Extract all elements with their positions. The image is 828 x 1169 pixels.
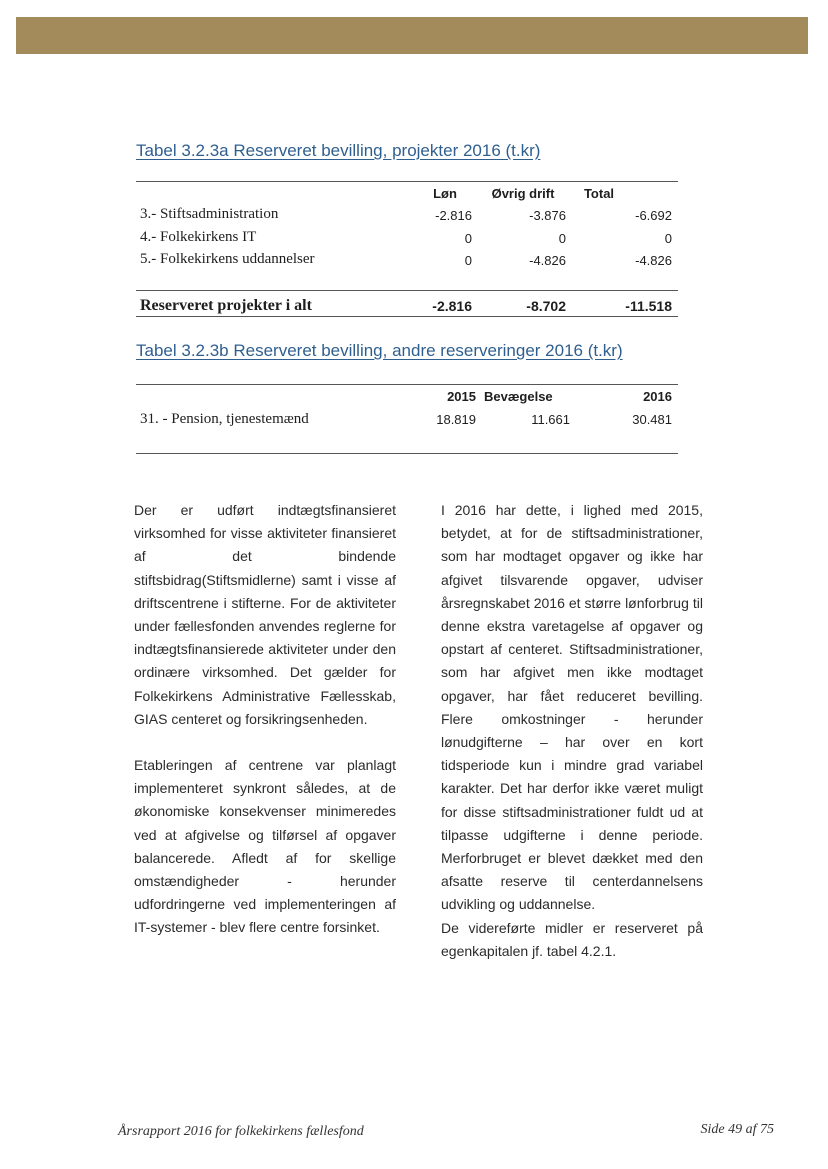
table-a-cell: -2.816 [435, 208, 472, 223]
body-right-column [441, 499, 703, 963]
table-a-total-label: Reserveret projekter i alt [140, 297, 312, 314]
table-b-row-label: 31. - Pension, tjenestemænd [140, 411, 309, 427]
table-a-header-lon: Løn [433, 186, 457, 201]
table-b-bottom-rule [136, 453, 678, 454]
table-a-header-total: Total [583, 186, 615, 201]
table-a-row-label: 5.- Folkekirkens uddannelser [140, 251, 315, 267]
table-b-top-rule [136, 384, 678, 385]
table-a-cell: 0 [464, 231, 472, 246]
body-paragraph: Etableringen af centrene var planlagt implementeret synkront således, at de økonomiske konsekvenser minimeredes ved at afgivelse og tilførsel af opgaver balancerede. Afledt af for skellige omstændigheder - herunder udfordringerne ved implementeringen af IT-systemer - blev flere centre forsinket. [134, 757, 396, 936]
table-a-bottom-rule [136, 316, 678, 317]
table-a-total-rule [136, 290, 678, 291]
table-a-cell: 0 [558, 231, 566, 246]
table-a-cell: -4.826 [635, 253, 672, 268]
body-paragraph: Der er udført indtægtsfinansieret virksomhed for visse aktiviteter finansieret af det bindende stiftsbidrag(Stiftsmidlerne) samt i visse af driftscentrene i stifterne. For de aktiviteter under fællesfonden anvendes reglerne for indtægtsfinansierede aktiviteter under den ordinære virksomhed. Det gælder for Folkekirkens Administrative Fællesskab, GIAS centeret og forsikringsenheden. [134, 502, 396, 727]
table-a-cell: -6.692 [635, 208, 672, 223]
footer-title: Årsrapport 2016 for folkekirkens fællesfond [118, 1124, 364, 1139]
table-a-cell: 0 [464, 253, 472, 268]
table-a-caption: Tabel 3.2.3a Reserveret bevilling, projekter 2016 (t.kr) [136, 141, 541, 160]
header-bar [16, 17, 808, 54]
table-a-cell: 0 [664, 231, 672, 246]
footer-page-number: Side 49 af 75 [700, 1122, 774, 1137]
table-a-total-cell: -2.816 [432, 298, 472, 314]
table-a-header-ovrig: Øvrig drift [491, 186, 555, 201]
table-a-total-cell: -8.702 [526, 298, 566, 314]
table-b-caption: Tabel 3.2.3b Reserveret bevilling, andre reserveringer 2016 (t.kr) [136, 341, 623, 360]
table-a-total-cell: -11.518 [625, 298, 672, 314]
table-b-cell: 18.819 [436, 412, 476, 427]
table-a-row-label: 4.- Folkekirkens IT [140, 229, 257, 245]
table-b-header-2016: 2016 [643, 389, 672, 404]
body-left-column [134, 499, 396, 940]
table-b-header-bevaegelse: Bevægelse [484, 389, 553, 404]
table-b-cell: 11.661 [531, 412, 570, 427]
table-a-row-label: 3.- Stiftsadministration [140, 206, 279, 222]
body-paragraph: De videreførte midler er reserveret på egenkapitalen jf. tabel 4.2.1. [441, 919, 703, 959]
table-a-cell: -4.826 [529, 253, 566, 268]
table-b-cell: 30.481 [632, 412, 672, 427]
table-b-header-2015: 2015 [447, 389, 476, 404]
table-a-cell: -3.876 [529, 208, 566, 223]
table-a-top-rule [136, 181, 678, 182]
body-paragraph: I 2016 har dette, i lighed med 2015, betydet, at for de stiftsadministrationer, som har modtaget opgaver og ikke har afgivet tilsvarende opgaver, udviser årsregnskabet 2016 et større lønforbrug til denne ekstra varetagelse af opgaver og opstart af centeret. Stiftsadministrationer, som har afgivet men ikke modtaget opgaver, har fået reduceret bevilling. Flere omkostninger - herunder lønudgifterne – har over en kort tidsperiode kun i mindre grad variabel karakter. Det har derfor ikke været muligt for disse stiftsadministrationer fuldt ud at tilpasse udgifterne i denne periode. Merforbruget er blevet dækket med den afsatte reserve til centerdannelsens udvikling og uddannelse. [441, 502, 703, 913]
